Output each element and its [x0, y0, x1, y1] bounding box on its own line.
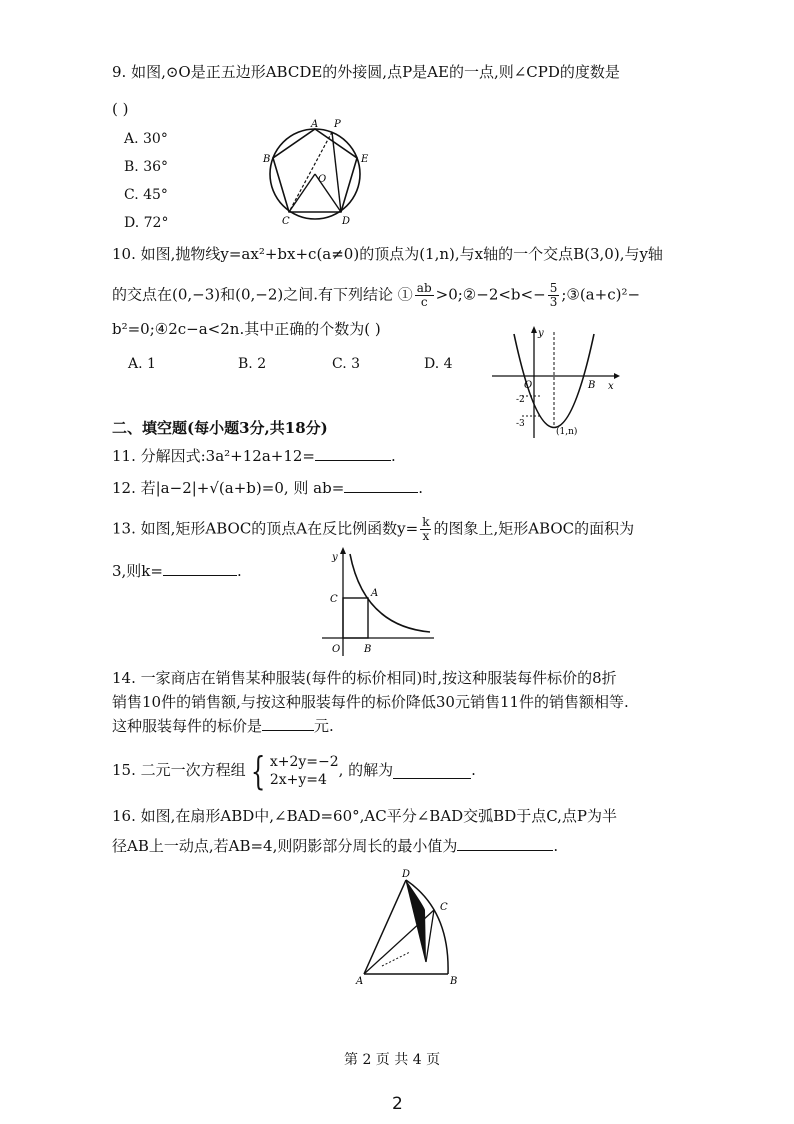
q10-option-c: C. 3: [332, 356, 361, 372]
q9-pentagon-figure: [258, 116, 378, 226]
q10-option-d: D. 4: [424, 356, 453, 372]
footer-page-number: 2: [392, 1094, 403, 1114]
q12: [112, 478, 423, 498]
q9-label-a: A: [311, 119, 319, 130]
q13-frac: [420, 516, 431, 543]
q10-frac1-num: ab: [416, 281, 432, 295]
q14-line3-b: 元.: [314, 717, 334, 735]
q14-answer-blank[interactable]: [262, 716, 314, 731]
q9-label-b: B: [263, 154, 271, 165]
q10-frac1: [415, 282, 434, 309]
q16-label-d: D: [402, 869, 411, 880]
q15-eq1: x+2y=−2: [269, 754, 339, 770]
q13-line2: [112, 561, 242, 581]
q16-label-c: C: [440, 902, 448, 913]
q9-option-d: D. 72°: [124, 215, 169, 231]
q9-label-d: D: [342, 216, 351, 226]
q16-label-a: A: [356, 976, 364, 987]
q12-text-c: =0, 则 ab=: [261, 479, 345, 497]
q13-frac-den: x: [422, 529, 430, 543]
q11-answer-blank[interactable]: [315, 446, 391, 461]
footer-page-info: 第 2 页 共 4 页: [344, 1052, 441, 1068]
q13-label-c: C: [330, 594, 338, 605]
q10-line1: 10. 如图,抛物线y=ax²+bx+c(a≠0)的顶点为(1,n),与x轴的一个交点B(3,0),与y轴: [112, 245, 663, 263]
q10-line3: b²=0;④2c−a<2n.其中正确的个数为( ): [112, 320, 381, 338]
q9-label-p: P: [334, 119, 341, 130]
q13-frac-num: k: [422, 515, 430, 529]
q14-line1: 14. 一家商店在销售某种服装(每件的标价相同)时,按这种服装每件标价的8折: [112, 669, 617, 687]
q15-text-b: , 的解为: [338, 761, 394, 779]
q10-frac2-den: 3: [549, 295, 558, 309]
q10-option-a: A. 1: [128, 356, 156, 372]
q13-line1: [112, 516, 634, 543]
q12-sqrt: √(a+b): [209, 479, 262, 497]
q16-label-b: B: [450, 976, 458, 987]
q15-eq2: 2x+y=4: [269, 772, 327, 788]
q10-frac2-num: 5: [549, 281, 558, 295]
q9-stem: 9. 如图,⊙O是正五边形ABCDE的外接圆,点P是AE的一点,则∠CPD的度数是: [112, 63, 620, 81]
q13-label-a: A: [371, 588, 379, 599]
q13-line1-a: 13. 如图,矩形ABOC的顶点A在反比例函数y=: [112, 519, 419, 538]
q13-end: .: [236, 562, 242, 580]
q12-text-b: +: [196, 479, 210, 497]
q13-answer-blank[interactable]: [163, 561, 237, 576]
q10-line2-a: 的交点在(0,−3)和(0,−2)之间.有下列结论 ①: [112, 285, 413, 304]
q9-option-b: B. 36°: [124, 159, 169, 175]
q15: [112, 748, 476, 792]
q9-label-c: C: [282, 216, 290, 226]
q13-label-o: O: [332, 644, 341, 655]
q14-line3-a: 这种服装每件的标价是: [112, 717, 263, 735]
q10-frac1-den: c: [420, 295, 428, 309]
q10-label-y: y: [538, 328, 544, 339]
q10-label-minus3: -3: [516, 419, 525, 429]
q12-end: .: [418, 479, 424, 497]
q14-line3: [112, 716, 334, 736]
q10-option-b: B. 2: [238, 356, 267, 372]
q13-hyperbola-figure: [318, 546, 438, 658]
q12-text-a: 12. 若: [112, 479, 156, 497]
q10-label-minus2: -2: [516, 395, 525, 405]
q10-parabola-figure: [490, 326, 620, 441]
q16-line1: 16. 如图,在扇形ABD中,∠BAD=60°,AC平分∠BAD交弧BD于点C,点P为半: [112, 807, 618, 825]
q10-label-vertex: (1,n): [556, 427, 578, 437]
q13-label-y: y: [332, 552, 338, 563]
q10-line2-c: ;③(a+c)²−: [561, 285, 641, 304]
q10-label-o: O: [524, 380, 533, 391]
q15-system: [270, 753, 339, 789]
q15-end: .: [471, 761, 476, 779]
q10-line2: [112, 282, 640, 309]
q9-paren: ( ): [112, 100, 129, 118]
q11-end: .: [391, 447, 396, 465]
q15-brace: {: [250, 749, 265, 793]
q16-line2-text: 径AB上一动点,若AB=4,则阴影部分周长的最小值为: [112, 837, 458, 855]
q16-answer-blank[interactable]: [457, 836, 553, 851]
q9-label-o: O: [318, 174, 327, 185]
q12-answer-blank[interactable]: [344, 478, 418, 493]
q16-sector-figure: [352, 866, 472, 990]
q16-line2: [112, 836, 558, 856]
q10-frac2: [548, 282, 560, 309]
q11-text: 11. 分解因式:3a²+12a+12=: [112, 447, 315, 465]
q13-line2-text: 3,则k=: [112, 562, 163, 580]
q13-label-b: B: [364, 644, 372, 655]
q11: [112, 446, 396, 466]
q10-label-x: x: [608, 381, 614, 392]
q15-answer-blank[interactable]: [393, 764, 471, 779]
q13-line1-b: 的图象上,矩形ABOC的面积为: [433, 519, 635, 538]
q12-abs: |a−2|: [155, 479, 197, 497]
q10-line2-b: >0;②−2<b<−: [435, 285, 546, 304]
q9-option-a: A. 30°: [124, 131, 168, 147]
q15-text-a: 15. 二元一次方程组: [112, 761, 246, 779]
section2-title: 二、填空题(每小题3分,共18分): [112, 419, 328, 437]
q9-label-e: E: [361, 154, 369, 165]
q9-option-c: C. 45°: [124, 187, 168, 203]
q16-end: .: [553, 837, 559, 855]
q10-label-b: B: [588, 380, 596, 391]
q14-line2: 销售10件的销售额,与按这种服装每件的标价降低30元销售11件的销售额相等.: [112, 693, 629, 711]
